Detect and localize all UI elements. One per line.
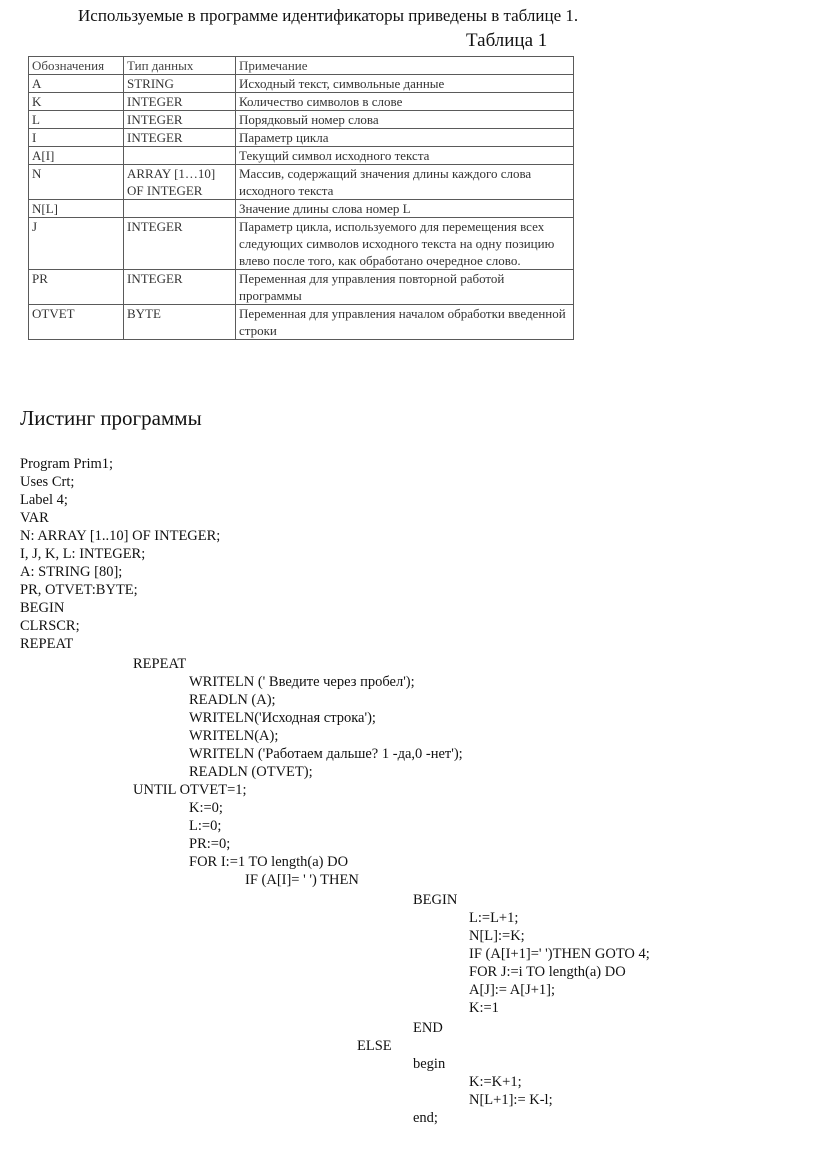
- table-row: [29, 165, 574, 200]
- code-line: VAR: [20, 510, 49, 526]
- header-cell: Тип данных: [124, 57, 236, 75]
- code-line: N[L+1]:= K-l;: [469, 1092, 553, 1108]
- table-cell: Параметр цикла, используемого для перемещения всех следующих символов исходного текста на одну позицию влево после того, как обработано очередное слово.: [236, 218, 574, 270]
- table-cell: Текущий символ исходного текста: [236, 147, 574, 165]
- table-cell: Переменная для управления началом обработки введенной строки: [236, 305, 574, 340]
- table-row: [29, 93, 574, 111]
- table-cell: [124, 147, 236, 165]
- code-line: WRITELN ('Работаем дальше? 1 -да,0 -нет');: [189, 746, 463, 762]
- code-line: N: ARRAY [1..10] OF INTEGER;: [20, 528, 221, 544]
- table-cell: INTEGER: [124, 270, 236, 305]
- code-line: L:=0;: [189, 818, 222, 834]
- intro-text: Используемые в программе идентификаторы приведены в таблице 1.: [78, 6, 579, 25]
- identifiers-table: [28, 56, 574, 340]
- code-line: begin: [413, 1056, 446, 1072]
- table-cell: Параметр цикла: [236, 129, 574, 147]
- table-caption: Таблица 1: [466, 30, 548, 51]
- code-line: WRITELN (' Введите через пробел');: [189, 674, 415, 690]
- table-row: [29, 147, 574, 165]
- code-line: N[L]:=K;: [469, 928, 525, 944]
- table-cell: N: [29, 165, 124, 200]
- table-row: [29, 305, 574, 340]
- table-cell: ARRAY [1…10] OF INTEGER: [124, 165, 236, 200]
- code-line: END: [413, 1020, 443, 1036]
- table-cell: Количество символов в слове: [236, 93, 574, 111]
- table-cell: Исходный текст, символьные данные: [236, 75, 574, 93]
- code-line: REPEAT: [20, 636, 74, 652]
- table-cell: J: [29, 218, 124, 270]
- code-line: WRITELN(A);: [189, 728, 279, 744]
- code-line: BEGIN: [413, 892, 458, 908]
- table-cell: BYTE: [124, 305, 236, 340]
- table-cell: Значение длины слова номер L: [236, 200, 574, 218]
- code-line: ELSE: [357, 1038, 392, 1054]
- code-line: Uses Crt;: [20, 474, 75, 490]
- code-line: CLRSCR;: [20, 618, 80, 634]
- table-row: [29, 129, 574, 147]
- code-line: Label 4;: [20, 492, 68, 508]
- code-line: READLN (OTVET);: [189, 764, 313, 780]
- table-cell: INTEGER: [124, 93, 236, 111]
- table-cell: A[I]: [29, 147, 124, 165]
- table-cell: OTVET: [29, 305, 124, 340]
- code-line: end;: [413, 1110, 438, 1126]
- code-line: A[J]:= A[J+1];: [469, 982, 556, 998]
- code-line: READLN (A);: [189, 692, 276, 708]
- code-line: FOR I:=1 TO length(a) DO: [189, 854, 349, 870]
- code-line: FOR J:=i TO length(a) DO: [469, 964, 626, 980]
- listing-title: Листинг программы: [20, 406, 202, 430]
- table-cell: Порядковый номер слова: [236, 111, 574, 129]
- code-line: PR, OTVET:BYTE;: [20, 582, 138, 598]
- code-line: IF (A[I+1]=' ')THEN GOTO 4;: [469, 946, 650, 962]
- table-cell: I: [29, 129, 124, 147]
- table-header-row: [29, 57, 574, 75]
- table-row: [29, 218, 574, 270]
- code-line: PR:=0;: [189, 836, 231, 852]
- header-cell: Обозначения: [29, 57, 124, 75]
- code-line: BEGIN: [20, 600, 65, 616]
- table-row: [29, 111, 574, 129]
- code-line: K:=1: [469, 1000, 499, 1016]
- table-cell: L: [29, 111, 124, 129]
- table-row: [29, 200, 574, 218]
- code-line: IF (A[I]= ' ') THEN: [245, 872, 359, 888]
- table-cell: Переменная для управления повторной работой программы: [236, 270, 574, 305]
- code-line: Program Prim1;: [20, 456, 114, 472]
- code-line: UNTIL OTVET=1;: [133, 782, 247, 798]
- table-cell: [124, 200, 236, 218]
- code-line: K:=0;: [189, 800, 223, 816]
- table-cell: STRING: [124, 75, 236, 93]
- table-cell: PR: [29, 270, 124, 305]
- code-line: I, J, K, L: INTEGER;: [20, 546, 146, 562]
- table-cell: INTEGER: [124, 129, 236, 147]
- table-row: [29, 270, 574, 305]
- table-cell: K: [29, 93, 124, 111]
- table-cell: A: [29, 75, 124, 93]
- table-cell: INTEGER: [124, 218, 236, 270]
- code-line: WRITELN('Исходная строка');: [189, 710, 376, 726]
- table-cell: N[L]: [29, 200, 124, 218]
- table-row: [29, 75, 574, 93]
- table-cell: INTEGER: [124, 111, 236, 129]
- code-line: REPEAT: [133, 656, 187, 672]
- code-line: K:=K+1;: [469, 1074, 522, 1090]
- code-line: A: STRING [80];: [20, 564, 123, 580]
- header-cell: Примечание: [236, 57, 574, 75]
- table-cell: Массив, содержащий значения длины каждого слова исходного текста: [236, 165, 574, 200]
- code-line: L:=L+1;: [469, 910, 519, 926]
